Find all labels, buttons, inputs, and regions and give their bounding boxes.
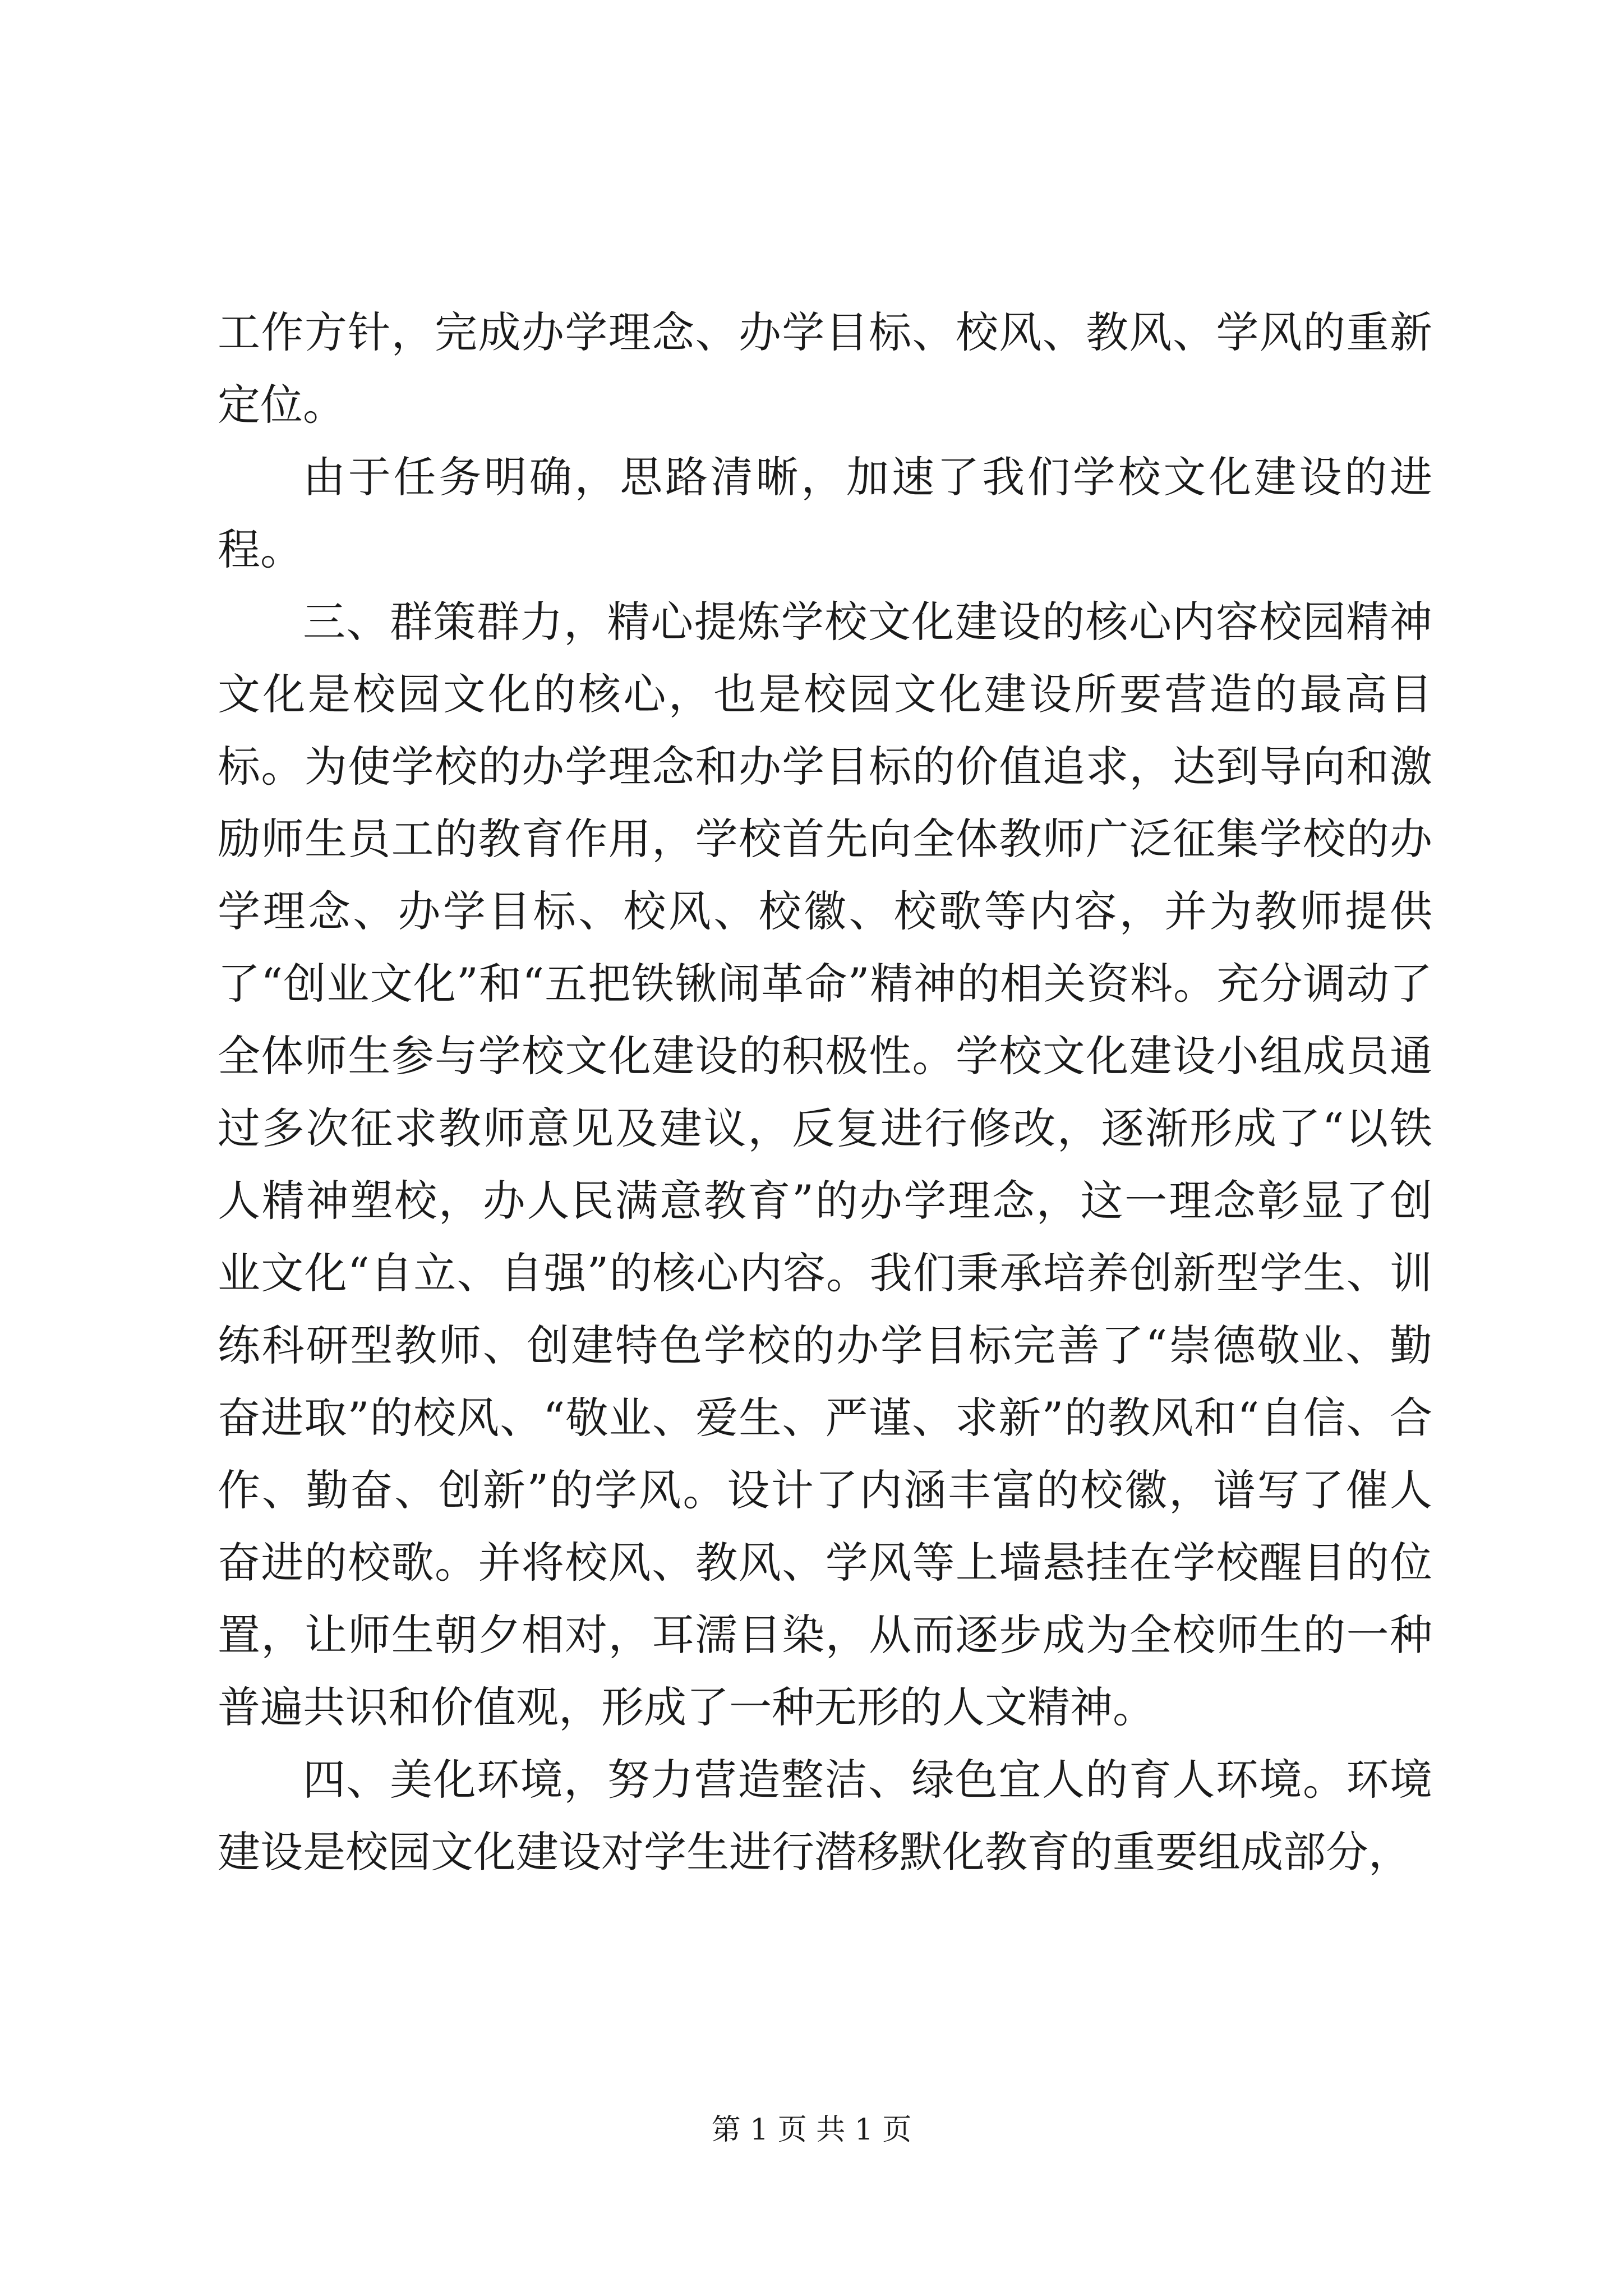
paragraph-4: 四、美化环境，努力营造整洁、绿色宜人的育人环境。环境建设是校园文化建设对学生进行潜移默化教育的重要组成部分，: [218, 1755, 1432, 1877]
paragraph-1: 工作方针，完成办学理念、办学目标、校风、教风、学风的重新定位。: [218, 307, 1432, 430]
page-footer: 第 1 页 共 1 页: [711, 2113, 912, 2147]
paragraph-3: 三、群策群力，精心提炼学校文化建设的核心内容校园精神文化是校园文化的核心，也是校园文化建设所要营造的最高目标。为使学校的办学理念和办学目标的价值追求，达到导向和激励师生员工的教育作用，学校首先向全体教师广泛征集学校的办学理念、办学目标、校风、校徽、校歌等内容，并为教师提供了“创业文化”和“五把铁锹闹革命”精神的相关资料。充分调动了全体师生参与学校文化建设的积极性。学校文化建设小组成员通过多次征求教师意见及建议，反复进行修改，逐渐形成了“以铁人精神塑校，办人民满意教育”的办学理念，这一理念彰显了创业文化“自立、自强”的核心内容。我们秉承培养创新型学生、训练科研型教师、创建特色学校的办学目标完善了“崇德敬业、勤奋进取”的校风、“敬业、爱生、严谨、求新”的教风和“自信、合作、勤奋、创新”的学风。设计了内涵丰富的校徽，谱写了催人奋进的校歌。并将校风、教风、学风等上墙悬挂在学校醒目的位置，让师生朝夕相对，耳濡目染，从而逐步成为全校师生的一种普遍共识和价值观，形成了一种无形的人文精神。: [218, 597, 1432, 1732]
paragraph-2: 由于任务明确，思路清晰，加速了我们学校文化建设的进程。: [218, 452, 1432, 574]
body-text: [218, 296, 1432, 1888]
